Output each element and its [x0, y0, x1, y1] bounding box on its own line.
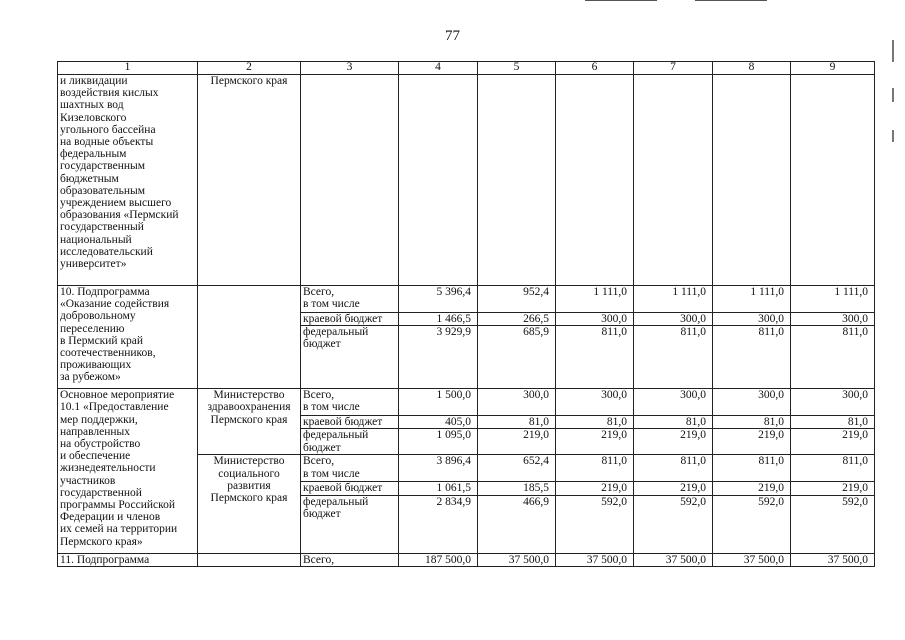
- header-col-5: 5: [478, 62, 556, 75]
- funding-label: федеральный бюджет: [301, 326, 399, 389]
- value-cell: 219,0: [478, 429, 556, 455]
- value-cell: 219,0: [556, 429, 634, 455]
- value-cell: 300,0: [713, 389, 791, 416]
- value-cell: 811,0: [634, 455, 713, 482]
- value-cell: 811,0: [556, 326, 634, 389]
- funding-label: Всего, в том числе: [301, 455, 399, 482]
- header-col-2: 2: [198, 62, 301, 75]
- value-cell: 37 500,0: [556, 553, 634, 566]
- header-col-3: 3: [301, 62, 399, 75]
- value-cell: 300,0: [556, 389, 634, 416]
- value-cell: 811,0: [713, 455, 791, 482]
- value-cell: 1 111,0: [634, 286, 713, 313]
- value-cell: 3 929,9: [399, 326, 478, 389]
- funding-label: федеральный бюджет: [301, 495, 399, 553]
- value-cell: 219,0: [713, 482, 791, 495]
- value-cell: 1 466,5: [399, 313, 478, 326]
- value-cell: 652,4: [478, 455, 556, 482]
- value-cell: 300,0: [791, 313, 875, 326]
- header-col-6: 6: [556, 62, 634, 75]
- header-col-4: 4: [399, 62, 478, 75]
- value-cell: 300,0: [791, 389, 875, 416]
- empty-cell: [713, 75, 791, 286]
- budget-table: [57, 61, 875, 567]
- value-cell: 37 500,0: [478, 553, 556, 566]
- funding-label: Всего, в том числе: [301, 389, 399, 416]
- value-cell: 1 095,0: [399, 429, 478, 455]
- value-cell: 37 500,0: [634, 553, 713, 566]
- header-col-8: 8: [713, 62, 791, 75]
- value-cell: 405,0: [399, 416, 478, 429]
- value-cell: 811,0: [634, 326, 713, 389]
- value-cell: 187 500,0: [399, 553, 478, 566]
- table-row-continuation: [58, 75, 875, 286]
- funding-label: краевой бюджет: [301, 482, 399, 495]
- funding-label: краевой бюджет: [301, 416, 399, 429]
- value-cell: 81,0: [478, 416, 556, 429]
- value-cell: 219,0: [556, 482, 634, 495]
- value-cell: 3 896,4: [399, 455, 478, 482]
- value-cell: 81,0: [556, 416, 634, 429]
- header-row: [58, 62, 875, 75]
- empty-cell: [399, 75, 478, 286]
- funding-label: федеральный бюджет: [301, 429, 399, 455]
- value-cell: 592,0: [556, 495, 634, 553]
- executor: Министерство социального развития Пермского края: [198, 455, 301, 553]
- executor: [198, 286, 301, 389]
- table-row: [58, 389, 875, 416]
- value-cell: 1 111,0: [791, 286, 875, 313]
- value-cell: 37 500,0: [713, 553, 791, 566]
- empty-cell: [556, 75, 634, 286]
- value-cell: 592,0: [713, 495, 791, 553]
- measure-name: и ликвидации воздействия кислых шахтных вод Кизеловского угольного бассейна на водные объекты федеральным государственным бюджетным образовательным учреждением высшего образования «Пермский государственный национальный исследовательский университет»: [58, 75, 198, 286]
- value-cell: 266,5: [478, 313, 556, 326]
- value-cell: 219,0: [791, 482, 875, 495]
- value-cell: 592,0: [634, 495, 713, 553]
- funding-label: Всего,: [301, 553, 399, 566]
- value-cell: 5 396,4: [399, 286, 478, 313]
- page-number: 77: [445, 28, 460, 44]
- top-rule-left: [585, 0, 657, 1]
- value-cell: 811,0: [713, 326, 791, 389]
- empty-cell: [791, 75, 875, 286]
- measure-name: 11. Подпрограмма: [58, 553, 198, 566]
- value-cell: 811,0: [791, 326, 875, 389]
- value-cell: 300,0: [634, 313, 713, 326]
- value-cell: 811,0: [791, 455, 875, 482]
- funding-label: краевой бюджет: [301, 313, 399, 326]
- value-cell: 219,0: [634, 482, 713, 495]
- margin-mark-2: [892, 88, 894, 102]
- value-cell: 1 111,0: [713, 286, 791, 313]
- value-cell: 1 061,5: [399, 482, 478, 495]
- executor: Пермского края: [198, 75, 301, 286]
- executor: [198, 553, 301, 566]
- measure-name: Основное мероприятие 10.1 «Предоставление мер поддержки, направленных на обустройство и обеспечение жизнедеятельности участников государственной программы Российской Федерации и членов их семей на территории Пермского края»: [58, 389, 198, 553]
- value-cell: 300,0: [478, 389, 556, 416]
- header-col-1: 1: [58, 62, 198, 75]
- empty-cell: [478, 75, 556, 286]
- value-cell: 811,0: [556, 455, 634, 482]
- value-cell: 37 500,0: [791, 553, 875, 566]
- value-cell: 219,0: [791, 429, 875, 455]
- value-cell: 592,0: [791, 495, 875, 553]
- margin-mark-3: [892, 130, 894, 142]
- measure-name: 10. Подпрограмма «Оказание содействия добровольному переселению в Пермский край соотечественников, проживающих за рубежом»: [58, 286, 198, 389]
- value-cell: 81,0: [791, 416, 875, 429]
- value-cell: 1 111,0: [556, 286, 634, 313]
- header-col-7: 7: [634, 62, 713, 75]
- value-cell: 952,4: [478, 286, 556, 313]
- value-cell: 466,9: [478, 495, 556, 553]
- funding-label: Всего, в том числе: [301, 286, 399, 313]
- empty-cell: [301, 75, 399, 286]
- value-cell: 185,5: [478, 482, 556, 495]
- empty-cell: [634, 75, 713, 286]
- value-cell: 300,0: [713, 313, 791, 326]
- table-row: [58, 553, 875, 566]
- top-rule-right: [695, 0, 767, 1]
- value-cell: 81,0: [634, 416, 713, 429]
- value-cell: 81,0: [713, 416, 791, 429]
- value-cell: 219,0: [634, 429, 713, 455]
- value-cell: 685,9: [478, 326, 556, 389]
- value-cell: 1 500,0: [399, 389, 478, 416]
- value-cell: 300,0: [634, 389, 713, 416]
- value-cell: 219,0: [713, 429, 791, 455]
- value-cell: 2 834,9: [399, 495, 478, 553]
- executor: Министерство здравоохранения Пермского края: [198, 389, 301, 455]
- table-row: [58, 286, 875, 313]
- value-cell: 300,0: [556, 313, 634, 326]
- header-col-9: 9: [791, 62, 875, 75]
